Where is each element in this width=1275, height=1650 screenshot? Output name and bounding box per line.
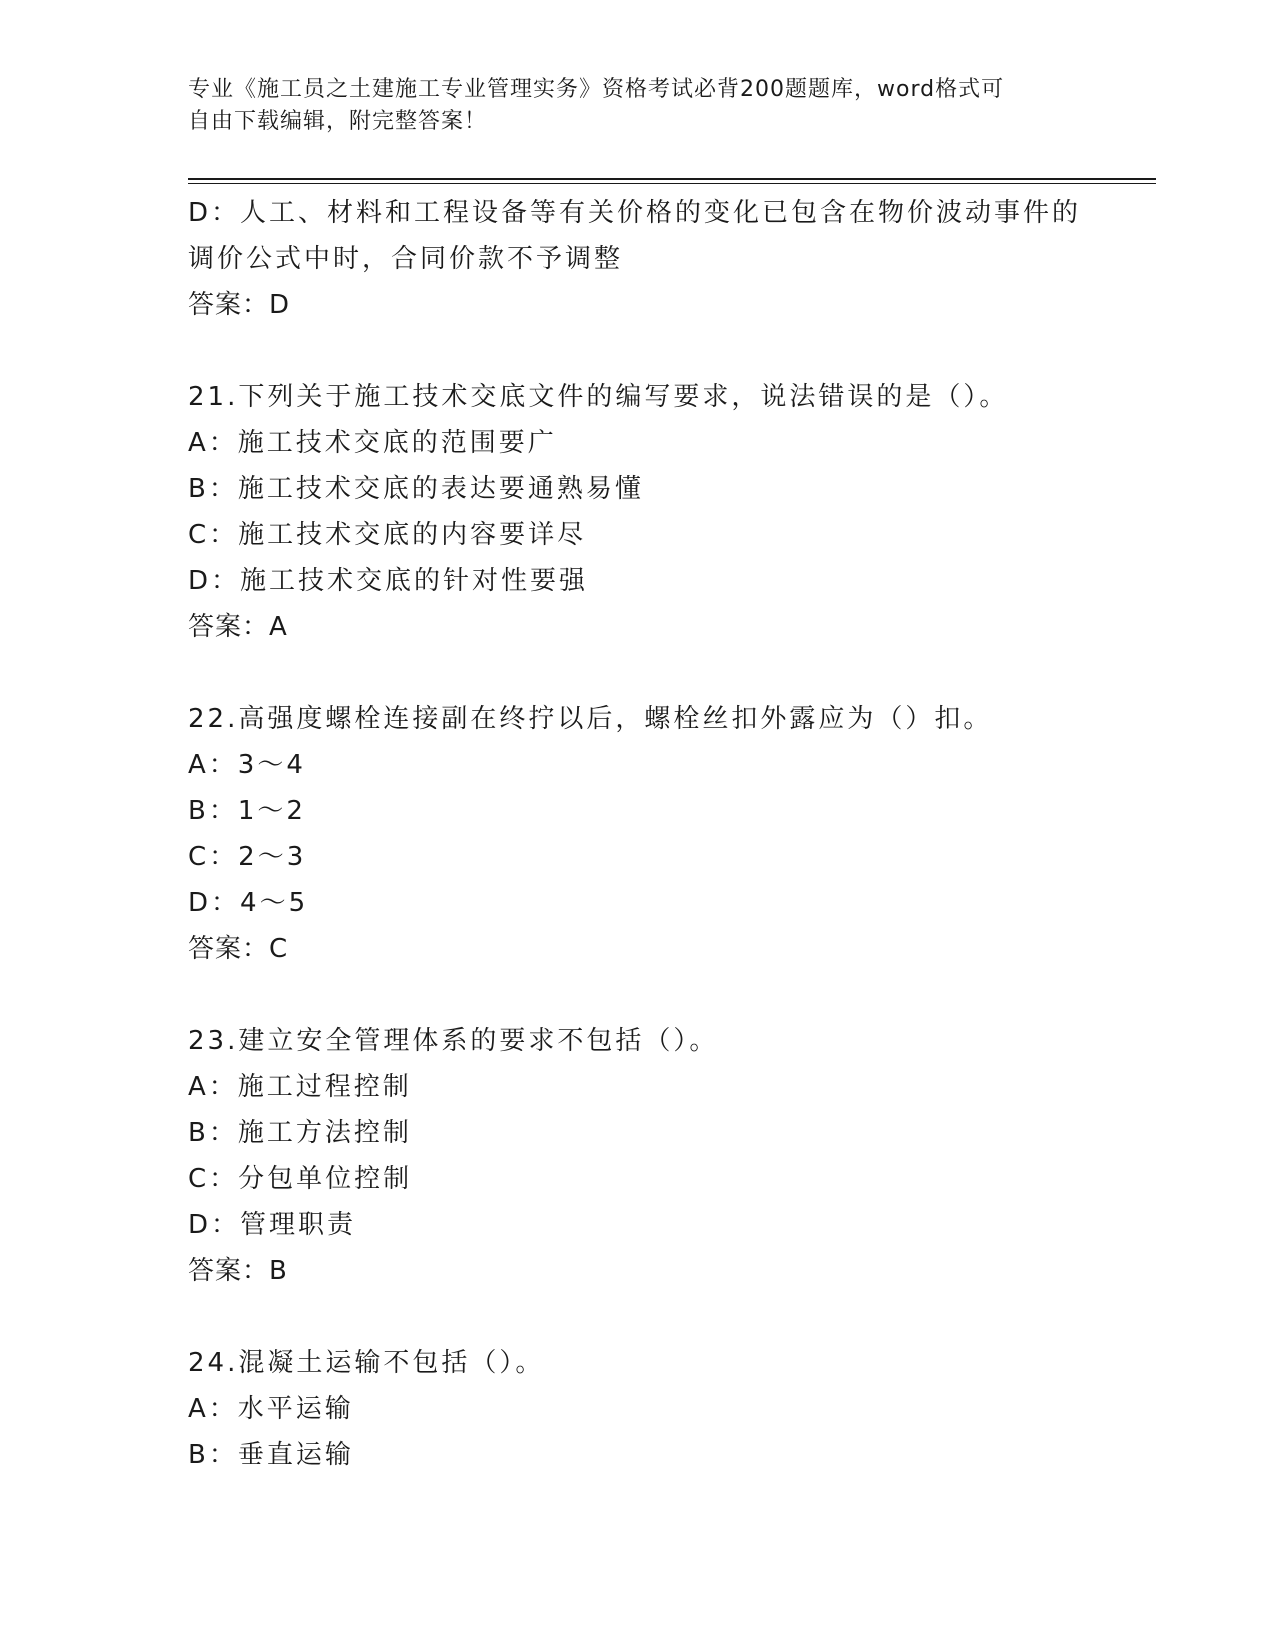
question-stem: 24.混凝土运输不包括（）。 <box>188 1348 545 1378</box>
option-d-line1: D：人工、材料和工程设备等有关价格的变化已包含在物价波动事件的 <box>188 198 1082 228</box>
header-divider-thin <box>188 183 1156 184</box>
question-stem: 21.下列关于施工技术交底文件的编写要求，说法错误的是（）。 <box>188 382 1009 412</box>
option-c: C：施工技术交底的内容要详尽 <box>188 520 587 550</box>
option-a: A：施工过程控制 <box>188 1072 412 1102</box>
question-stem: 23.建立安全管理体系的要求不包括（）。 <box>188 1026 719 1056</box>
option-b: B：施工技术交底的表达要通熟易懂 <box>188 474 644 504</box>
option-a: A：施工技术交底的范围要广 <box>188 428 557 458</box>
header-divider-thick <box>188 178 1156 180</box>
answer-label: 答案：A <box>188 612 288 642</box>
answer-label: 答案：B <box>188 1256 288 1286</box>
option-a: A：水平运输 <box>188 1394 354 1424</box>
option-d: D：施工技术交底的针对性要强 <box>188 566 589 596</box>
option-b: B：垂直运输 <box>188 1440 354 1470</box>
answer-label: 答案：D <box>188 290 291 320</box>
spacer <box>188 650 1088 696</box>
option-c: C：分包单位控制 <box>188 1164 413 1194</box>
page-header-title: 专业《施工员之土建施工专业管理实务》资格考试必背200题题库，word格式可 自由下载编辑，附完整答案！ <box>188 77 1005 134</box>
option-d-line2: 调价公式中时，合同价款不予调整 <box>188 244 624 274</box>
option-d: D：管理职责 <box>188 1210 357 1240</box>
option-c: C：2～3 <box>188 842 307 872</box>
question-content <box>188 190 1088 1478</box>
option-b: B：1～2 <box>188 796 306 826</box>
question-stem: 22.高强度螺栓连接副在终拧以后，螺栓丝扣外露应为（）扣。 <box>188 704 993 734</box>
option-b: B：施工方法控制 <box>188 1118 412 1148</box>
spacer <box>188 1294 1088 1340</box>
answer-label: 答案：C <box>188 934 289 964</box>
spacer <box>188 328 1088 374</box>
spacer <box>188 972 1088 1018</box>
option-a: A：3～4 <box>188 750 306 780</box>
option-d: D：4～5 <box>188 888 309 918</box>
